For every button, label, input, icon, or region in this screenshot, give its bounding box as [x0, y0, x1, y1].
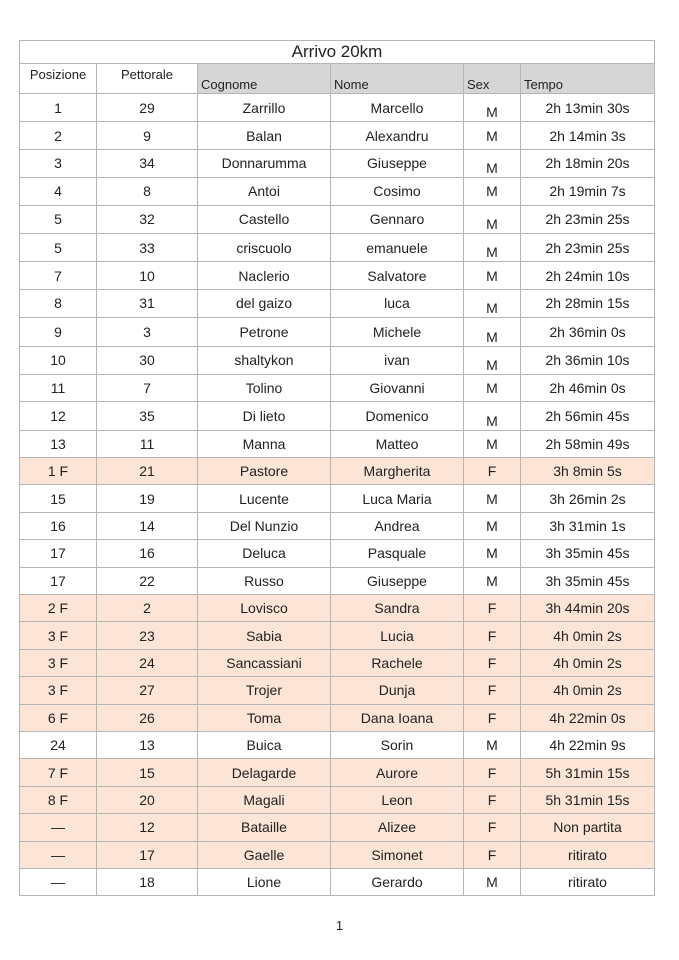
cell-nome: Cosimo: [331, 178, 464, 205]
cell-nome: Domenico: [331, 402, 464, 430]
cell-cognome: Toma: [198, 704, 331, 731]
cell-tempo: ritirato: [521, 868, 655, 895]
cell-cognome: shaltykon: [198, 346, 331, 374]
table-row: [20, 402, 655, 430]
cell-nome: Gerardo: [331, 868, 464, 895]
cell-posizione: 1: [20, 94, 97, 122]
cell-nome: luca: [331, 289, 464, 317]
cell-pettorale: 19: [97, 485, 198, 512]
cell-pettorale: 31: [97, 289, 198, 317]
table-row: [20, 262, 655, 289]
cell-posizione: 10: [20, 346, 97, 374]
cell-pettorale: 15: [97, 759, 198, 786]
cell-tempo: 3h 35min 45s: [521, 540, 655, 567]
page-number: 1: [335, 918, 344, 933]
cell-tempo: 4h 22min 9s: [521, 731, 655, 758]
table-row: [20, 94, 655, 122]
cell-nome: Lucia: [331, 622, 464, 649]
table-row: [20, 731, 655, 758]
cell-posizione: —: [20, 868, 97, 895]
cell-cognome: Deluca: [198, 540, 331, 567]
cell-posizione: 7: [20, 262, 97, 289]
cell-cognome: Russo: [198, 567, 331, 594]
table-row: [20, 649, 655, 676]
cell-tempo: 3h 8min 5s: [521, 458, 655, 485]
cell-sex: M: [464, 94, 521, 122]
cell-nome: Salvatore: [331, 262, 464, 289]
cell-posizione: 3: [20, 149, 97, 177]
table-title: Arrivo 20km: [20, 41, 655, 64]
col-header-cognome: Cognome: [198, 64, 331, 94]
cell-nome: Pasquale: [331, 540, 464, 567]
cell-pettorale: 33: [97, 233, 198, 261]
cell-nome: Leon: [331, 786, 464, 813]
table-row: [20, 346, 655, 374]
table-row: [20, 458, 655, 485]
cell-tempo: 2h 13min 30s: [521, 94, 655, 122]
cell-sex: M: [464, 289, 521, 317]
cell-sex: M: [464, 318, 521, 346]
cell-pettorale: 24: [97, 649, 198, 676]
cell-posizione: 1 F: [20, 458, 97, 485]
cell-tempo: 5h 31min 15s: [521, 759, 655, 786]
table-row: [20, 814, 655, 841]
cell-pettorale: 16: [97, 540, 198, 567]
cell-nome: Sorin: [331, 731, 464, 758]
cell-sex: M: [464, 346, 521, 374]
cell-sex: M: [464, 567, 521, 594]
cell-tempo: 2h 23min 25s: [521, 205, 655, 233]
cell-pettorale: 22: [97, 567, 198, 594]
cell-cognome: Tolino: [198, 374, 331, 401]
cell-nome: Marcello: [331, 94, 464, 122]
table-row: [20, 205, 655, 233]
cell-tempo: 2h 28min 15s: [521, 289, 655, 317]
cell-nome: Margherita: [331, 458, 464, 485]
cell-posizione: 15: [20, 485, 97, 512]
cell-tempo: 4h 22min 0s: [521, 704, 655, 731]
cell-nome: Andrea: [331, 512, 464, 539]
cell-cognome: Petrone: [198, 318, 331, 346]
cell-posizione: 8: [20, 289, 97, 317]
cell-nome: Simonet: [331, 841, 464, 868]
cell-posizione: —: [20, 841, 97, 868]
cell-posizione: 8 F: [20, 786, 97, 813]
cell-tempo: 2h 19min 7s: [521, 178, 655, 205]
cell-nome: Dunja: [331, 677, 464, 704]
table-row: [20, 149, 655, 177]
cell-nome: Giuseppe: [331, 567, 464, 594]
cell-tempo: 3h 44min 20s: [521, 595, 655, 622]
cell-sex: M: [464, 430, 521, 457]
cell-tempo: ritirato: [521, 841, 655, 868]
cell-sex: F: [464, 595, 521, 622]
cell-posizione: 2 F: [20, 595, 97, 622]
cell-sex: M: [464, 485, 521, 512]
cell-tempo: 4h 0min 2s: [521, 677, 655, 704]
cell-sex: M: [464, 122, 521, 149]
cell-sex: M: [464, 233, 521, 261]
cell-tempo: 5h 31min 15s: [521, 786, 655, 813]
cell-posizione: 13: [20, 430, 97, 457]
cell-pettorale: 3: [97, 318, 198, 346]
cell-cognome: criscuolo: [198, 233, 331, 261]
col-header-nome: Nome: [331, 64, 464, 94]
cell-cognome: Sancassiani: [198, 649, 331, 676]
cell-pettorale: 23: [97, 622, 198, 649]
cell-cognome: Del Nunzio: [198, 512, 331, 539]
cell-posizione: 2: [20, 122, 97, 149]
table-row: [20, 512, 655, 539]
cell-posizione: 5: [20, 205, 97, 233]
cell-nome: Aurore: [331, 759, 464, 786]
cell-posizione: 3 F: [20, 677, 97, 704]
cell-sex: M: [464, 178, 521, 205]
cell-pettorale: 18: [97, 868, 198, 895]
cell-tempo: 3h 26min 2s: [521, 485, 655, 512]
cell-posizione: 5: [20, 233, 97, 261]
cell-posizione: 3 F: [20, 622, 97, 649]
cell-posizione: 12: [20, 402, 97, 430]
cell-nome: Alizee: [331, 814, 464, 841]
cell-cognome: Bataille: [198, 814, 331, 841]
cell-tempo: 2h 14min 3s: [521, 122, 655, 149]
cell-pettorale: 30: [97, 346, 198, 374]
cell-tempo: 2h 56min 45s: [521, 402, 655, 430]
cell-sex: M: [464, 262, 521, 289]
cell-sex: F: [464, 622, 521, 649]
cell-cognome: Donnarumma: [198, 149, 331, 177]
cell-sex: M: [464, 540, 521, 567]
table-row: [20, 677, 655, 704]
cell-posizione: 16: [20, 512, 97, 539]
cell-nome: Gennaro: [331, 205, 464, 233]
cell-cognome: Buica: [198, 731, 331, 758]
cell-nome: Dana Ioana: [331, 704, 464, 731]
cell-tempo: 2h 24min 10s: [521, 262, 655, 289]
cell-tempo: 2h 46min 0s: [521, 374, 655, 401]
cell-cognome: Lovisco: [198, 595, 331, 622]
table-row: [20, 540, 655, 567]
cell-tempo: 4h 0min 2s: [521, 649, 655, 676]
cell-posizione: 6 F: [20, 704, 97, 731]
table-row: [20, 430, 655, 457]
table-row: [20, 178, 655, 205]
cell-cognome: Delagarde: [198, 759, 331, 786]
col-header-posizione: Posizione: [20, 64, 97, 94]
cell-pettorale: 34: [97, 149, 198, 177]
cell-pettorale: 21: [97, 458, 198, 485]
cell-sex: M: [464, 868, 521, 895]
table-row: [20, 759, 655, 786]
cell-cognome: Castello: [198, 205, 331, 233]
results-table: [19, 40, 655, 896]
cell-cognome: Zarrillo: [198, 94, 331, 122]
cell-nome: Michele: [331, 318, 464, 346]
cell-cognome: Naclerio: [198, 262, 331, 289]
cell-tempo: 4h 0min 2s: [521, 622, 655, 649]
table-row: [20, 318, 655, 346]
cell-nome: emanuele: [331, 233, 464, 261]
col-header-tempo: Tempo: [521, 64, 655, 94]
cell-pettorale: 9: [97, 122, 198, 149]
cell-pettorale: 35: [97, 402, 198, 430]
table-row: [20, 485, 655, 512]
cell-sex: M: [464, 149, 521, 177]
cell-nome: ivan: [331, 346, 464, 374]
cell-sex: M: [464, 374, 521, 401]
cell-sex: F: [464, 677, 521, 704]
cell-tempo: 3h 31min 1s: [521, 512, 655, 539]
cell-cognome: Lucente: [198, 485, 331, 512]
table-row: [20, 122, 655, 149]
cell-nome: Rachele: [331, 649, 464, 676]
cell-sex: F: [464, 458, 521, 485]
table-row: [20, 233, 655, 261]
cell-tempo: 2h 36min 0s: [521, 318, 655, 346]
cell-sex: M: [464, 402, 521, 430]
cell-nome: Giuseppe: [331, 149, 464, 177]
cell-posizione: 4: [20, 178, 97, 205]
table-row: [20, 704, 655, 731]
cell-pettorale: 20: [97, 786, 198, 813]
cell-posizione: 3 F: [20, 649, 97, 676]
cell-nome: Sandra: [331, 595, 464, 622]
cell-pettorale: 12: [97, 814, 198, 841]
cell-nome: Alexandru: [331, 122, 464, 149]
table-row: [20, 868, 655, 895]
cell-cognome: Trojer: [198, 677, 331, 704]
cell-tempo: 3h 35min 45s: [521, 567, 655, 594]
cell-sex: F: [464, 704, 521, 731]
col-header-pettorale: Pettorale: [97, 64, 198, 94]
cell-cognome: Gaelle: [198, 841, 331, 868]
cell-tempo: 2h 18min 20s: [521, 149, 655, 177]
cell-nome: Matteo: [331, 430, 464, 457]
table-row: [20, 374, 655, 401]
cell-posizione: 17: [20, 540, 97, 567]
cell-cognome: del gaizo: [198, 289, 331, 317]
table-row: [20, 289, 655, 317]
cell-cognome: Di lieto: [198, 402, 331, 430]
cell-sex: F: [464, 814, 521, 841]
cell-pettorale: 32: [97, 205, 198, 233]
cell-pettorale: 14: [97, 512, 198, 539]
cell-posizione: 24: [20, 731, 97, 758]
cell-pettorale: 2: [97, 595, 198, 622]
cell-cognome: Pastore: [198, 458, 331, 485]
cell-posizione: 17: [20, 567, 97, 594]
cell-tempo: 2h 36min 10s: [521, 346, 655, 374]
table-row: [20, 622, 655, 649]
cell-tempo: 2h 58min 49s: [521, 430, 655, 457]
cell-pettorale: 13: [97, 731, 198, 758]
table-row: [20, 567, 655, 594]
cell-pettorale: 11: [97, 430, 198, 457]
cell-sex: F: [464, 786, 521, 813]
cell-cognome: Manna: [198, 430, 331, 457]
cell-posizione: —: [20, 814, 97, 841]
table-row: [20, 595, 655, 622]
cell-posizione: 9: [20, 318, 97, 346]
cell-posizione: 7 F: [20, 759, 97, 786]
cell-nome: Luca Maria: [331, 485, 464, 512]
cell-nome: Giovanni: [331, 374, 464, 401]
cell-pettorale: 29: [97, 94, 198, 122]
table-row: [20, 841, 655, 868]
cell-pettorale: 8: [97, 178, 198, 205]
cell-tempo: 2h 23min 25s: [521, 233, 655, 261]
cell-cognome: Magali: [198, 786, 331, 813]
cell-sex: M: [464, 205, 521, 233]
cell-pettorale: 27: [97, 677, 198, 704]
cell-tempo: Non partita: [521, 814, 655, 841]
cell-pettorale: 10: [97, 262, 198, 289]
col-header-sex: Sex: [464, 64, 521, 94]
cell-posizione: 11: [20, 374, 97, 401]
cell-sex: M: [464, 731, 521, 758]
cell-sex: M: [464, 512, 521, 539]
cell-pettorale: 17: [97, 841, 198, 868]
cell-pettorale: 7: [97, 374, 198, 401]
cell-sex: F: [464, 649, 521, 676]
cell-sex: F: [464, 759, 521, 786]
cell-cognome: Balan: [198, 122, 331, 149]
table-row: [20, 786, 655, 813]
cell-sex: F: [464, 841, 521, 868]
cell-cognome: Antoi: [198, 178, 331, 205]
cell-cognome: Lione: [198, 868, 331, 895]
cell-cognome: Sabia: [198, 622, 331, 649]
cell-pettorale: 26: [97, 704, 198, 731]
